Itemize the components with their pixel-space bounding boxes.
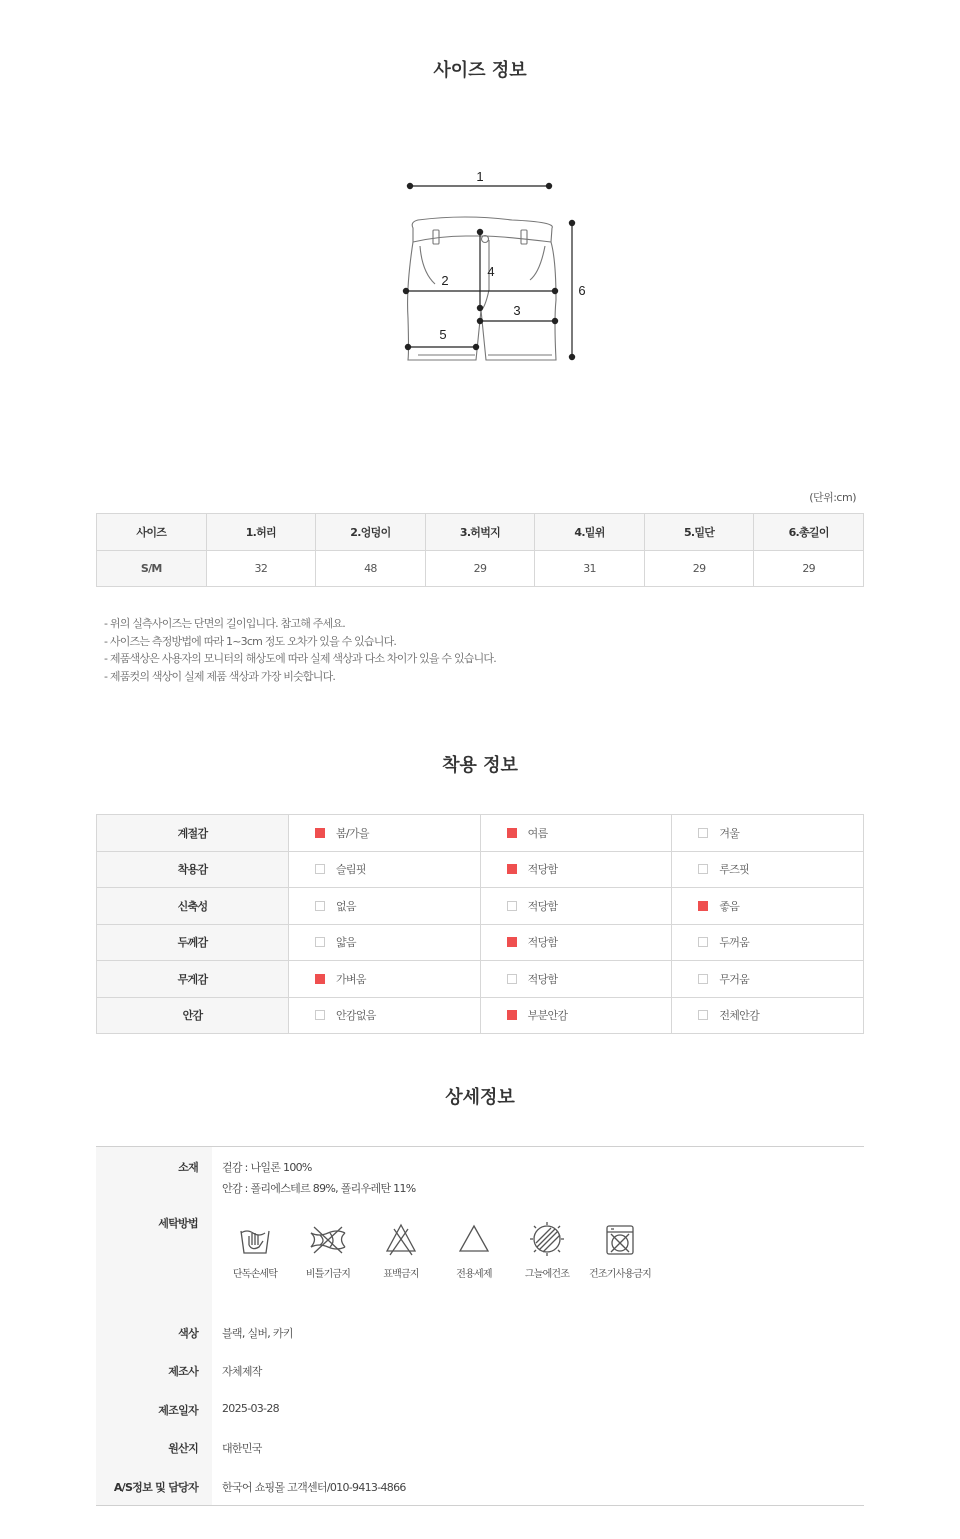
fit-option-label: 적당함 [527,972,558,986]
size-value: 29 [644,550,754,587]
fit-table [96,814,864,1034]
table-row [97,851,864,888]
origin-label: 원산지 [168,1442,198,1455]
unchecked-box-icon [698,828,708,838]
fit-option [480,997,672,1034]
checked-box-icon [315,974,325,984]
size-value: 29 [425,550,535,587]
size-table-header: 6.총길이 [754,514,864,551]
fit-option-label: 안감없음 [336,1009,376,1023]
diagram-label-4: 4 [487,264,495,279]
detergent-icon [457,1221,491,1257]
table-row [97,997,864,1034]
fit-option-label: 봄/가을 [336,826,369,840]
fit-option-label: 두꺼움 [719,936,750,950]
care-item-detergent [439,1221,509,1280]
fit-option [672,851,864,888]
unchecked-box-icon [698,1010,708,1020]
detail-info [96,1146,864,1506]
as-info-label: A/S정보 및 담당자 [113,1481,198,1494]
fit-option [480,924,672,961]
unchecked-box-icon [315,1010,325,1020]
table-row [97,924,864,961]
fit-option-label: 슬림핏 [336,863,366,877]
fit-row-label: 두께감 [97,924,289,961]
fit-option-label: 가벼움 [336,972,366,986]
unchecked-box-icon [315,864,325,874]
checked-box-icon [315,828,325,838]
shade-dry-icon [528,1221,566,1257]
note-item: - 제품색상은 사용자의 모니터의 해상도에 따라 실제 색상과 다소 차이가 있을 수 있습니다. [104,652,496,665]
fit-option [289,961,481,998]
unchecked-box-icon [698,974,708,984]
note-item: - 위의 실측사이즈는 단면의 길이입니다. 참고해 주세요. [104,617,345,630]
manufacturer-value: 자체제작 [222,1365,262,1378]
checked-box-icon [698,901,708,911]
unit-label: (단위:cm) [809,491,856,504]
material-label: 소재 [178,1161,198,1174]
fit-option-label: 없음 [336,899,356,913]
fit-option-label: 부분안감 [527,1009,568,1023]
table-row [97,961,864,998]
checked-box-icon [507,937,517,947]
size-table-header: 사이즈 [97,514,207,551]
diagram-label-5: 5 [439,327,447,342]
care-caption: 단독손세탁 [232,1269,278,1280]
fit-option [672,888,864,925]
fit-option [289,851,481,888]
shorts-measurement-diagram [380,160,600,375]
unchecked-box-icon [698,864,708,874]
table-row [97,815,864,852]
fit-option [289,997,481,1034]
fit-option [672,815,864,852]
note-item: - 사이즈는 측정방법에 따라 1~3cm 정도 오차가 있을 수 있습니다. [104,634,397,648]
fit-option [672,924,864,961]
care-item-no-wring [293,1221,363,1280]
size-table-header-row [97,514,864,551]
manufacture-date-label: 제조일자 [158,1404,198,1417]
size-notes [104,615,496,685]
diagram-label-3: 3 [513,303,521,318]
care-item-no-tumble-dry [585,1221,655,1280]
size-table-header: 3.허벅지 [425,514,535,551]
table-row [97,888,864,925]
material-outer: 겉감 : 나일론 100% [222,1161,312,1174]
size-table [96,513,864,587]
fit-option-label: 겨울 [719,826,740,840]
checked-box-icon [507,828,517,838]
care-caption: 그늘에건조 [524,1269,570,1280]
unchecked-box-icon [315,901,325,911]
as-info-value: 한국어 쇼핑몰 고객센터/010-9413-4866 [222,1481,406,1494]
fit-option-label: 얇음 [336,936,356,950]
fit-section-title: 착용 정보 [442,755,518,776]
unchecked-box-icon [507,974,517,984]
size-value: 48 [316,550,426,587]
fit-option-label: 좋음 [719,899,740,913]
care-caption: 표백금지 [383,1269,419,1280]
fit-option-label: 루즈핏 [719,863,750,877]
no-bleach-icon [384,1221,418,1257]
diagram-label-1: 1 [476,169,484,184]
fit-option [289,924,481,961]
fit-option [480,851,672,888]
origin-value: 대한민국 [222,1442,262,1455]
care-item-no-bleach [366,1221,436,1280]
fit-row-label: 무게감 [97,961,289,998]
unchecked-box-icon [698,937,708,947]
size-section-title: 사이즈 정보 [433,60,527,81]
color-value: 블랙, 실버, 카키 [222,1327,293,1340]
fit-option [289,815,481,852]
hand-wash-icon [238,1221,272,1257]
care-caption: 비틀기금지 [305,1269,351,1280]
fit-option [480,815,672,852]
size-value: 31 [535,550,645,587]
checked-box-icon [507,864,517,874]
size-table-header: 2.엉덩이 [316,514,426,551]
fit-option-label: 적당함 [527,899,558,913]
fit-row-label: 신축성 [97,888,289,925]
fit-option-label: 적당함 [527,863,558,877]
care-item-hand-wash [220,1221,290,1280]
diagram-label-6: 6 [578,283,586,298]
care-item-shade-dry [512,1221,582,1280]
care-caption: 전용세제 [456,1269,492,1280]
material-lining: 안감 : 폴리에스테르 89%, 폴리우레탄 11% [222,1182,416,1195]
detail-section-title: 상세정보 [445,1087,515,1108]
fit-row-label: 착용감 [97,851,289,888]
care-label: 세탁방법 [158,1217,198,1230]
note-item: - 제품컷의 색상이 실제 제품 색상과 가장 비슷합니다. [104,669,336,683]
manufacturer-label: 제조사 [168,1365,198,1378]
fit-option [480,888,672,925]
no-tumble-dry-icon [603,1221,637,1257]
fit-option [672,961,864,998]
fit-option-label: 무거움 [719,972,750,986]
size-table-header: 5.밑단 [644,514,754,551]
size-value: 29 [754,550,864,587]
unchecked-box-icon [315,937,325,947]
fit-option [672,997,864,1034]
size-table-header: 1.허리 [206,514,316,551]
fit-row-label: 안감 [97,997,289,1034]
fit-option [480,961,672,998]
fit-option-label: 여름 [527,826,548,840]
size-name: S/M [97,550,207,587]
fit-row-label: 계절감 [97,815,289,852]
color-label: 색상 [178,1327,198,1340]
no-wring-icon [308,1221,348,1257]
fit-option-label: 전체안감 [719,1009,760,1023]
checked-box-icon [507,1010,517,1020]
manufacture-date-value: 2025-03-28 [222,1402,279,1415]
diagram-label-2: 2 [441,273,449,288]
unchecked-box-icon [507,901,517,911]
size-value: 32 [206,550,316,587]
fit-option-label: 적당함 [527,936,558,950]
table-row [97,550,864,587]
size-table-header: 4.밑위 [535,514,645,551]
fit-option [289,888,481,925]
care-caption: 건조기사용금지 [588,1269,652,1280]
